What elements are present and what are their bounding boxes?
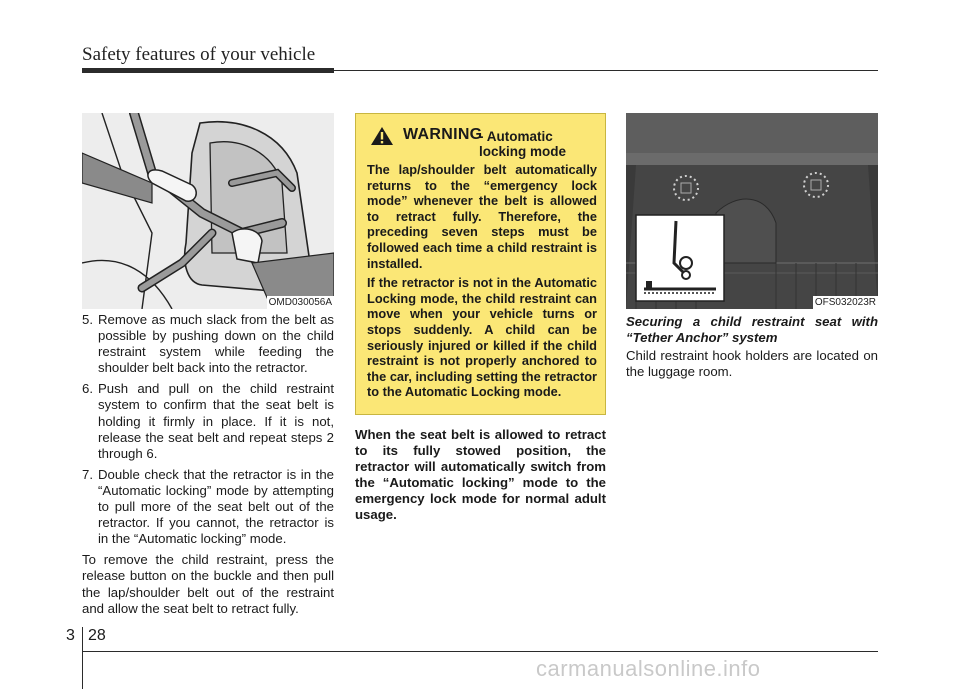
chapter-number: 3 <box>66 627 75 644</box>
child-seat-illustration <box>82 113 334 309</box>
luggage-room-photo <box>626 113 878 309</box>
step-number: 7. <box>82 466 93 482</box>
step-text: Push and pull on the child restraint system to confirm that the seat belt is holding it firmly in place. If it is not, release the seat belt and repeat steps 2 through 6. <box>98 381 334 461</box>
steps-list <box>82 312 334 547</box>
header-rule <box>82 68 334 73</box>
left-column <box>82 312 334 617</box>
footer-rule-horizontal <box>82 651 878 652</box>
page-header-title: Safety features of your vehicle <box>82 44 316 65</box>
warning-box <box>355 113 606 415</box>
warning-paragraph: If the retractor is not in the Automatic Locking mode, the child restraint can move when your vehicle turns or stops suddenly. A child can be seriously injured or killed if the child restraint is not properly anchored to the car, including setting the retractor to the Automatic Locking mode. <box>367 275 597 400</box>
luggage-room-drawing <box>626 113 878 309</box>
list-item <box>82 467 334 547</box>
removal-paragraph: To remove the child restraint, press the release button on the buckle and then pull the lap/shoulder belt out of the restraint and allow the seat belt to retract fully. <box>82 552 334 616</box>
page-number: 28 <box>88 627 106 644</box>
warning-triangle-icon <box>370 126 394 151</box>
right-column <box>626 314 878 380</box>
warning-header <box>367 120 597 162</box>
step-text: Remove as much slack from the belt as possible by pushing down on the child restraint system while feeding the shoulder belt back into the retractor. <box>98 312 334 376</box>
stowed-paragraph: When the seat belt is allowed to retract to its fully stowed position, the retractor will automatically switch from the “Automatic locking” mode to the emergency lock mode for normal adult usage. <box>355 427 606 523</box>
header-rule-thin <box>334 70 878 71</box>
watermark: carmanualsonline.info <box>536 656 761 681</box>
section-subheading: Securing a child restraint seat with “Tether Anchor” system <box>626 314 878 346</box>
footer-rule-vertical <box>82 627 83 689</box>
warning-subtitle: - Automatic locking mode <box>479 129 567 159</box>
step-number: 6. <box>82 381 93 397</box>
figure-code-label: OMD030056A <box>268 297 332 308</box>
child-seat-drawing <box>82 113 334 309</box>
figure-code-label: OFS032023R <box>814 297 876 308</box>
list-item <box>82 381 334 461</box>
warning-label: WARNING <box>403 126 483 143</box>
warning-paragraph: The lap/shoulder belt automatically returns to the “emergency lock mode” whenever the belt is allowed to retract fully. Therefore, the preceding seven steps must be followed each time a child restraint is installed. <box>367 162 597 271</box>
list-item <box>82 312 334 376</box>
step-text: Double check that the retractor is in the “Automatic locking” mode by attempting to pull more of the seat belt out of the retractor. If you cannot, the retractor is in the “Automatic locking” mode. <box>98 466 334 547</box>
step-number: 5. <box>82 312 93 327</box>
tether-paragraph: Child restraint hook holders are located on the luggage room. <box>626 348 878 380</box>
